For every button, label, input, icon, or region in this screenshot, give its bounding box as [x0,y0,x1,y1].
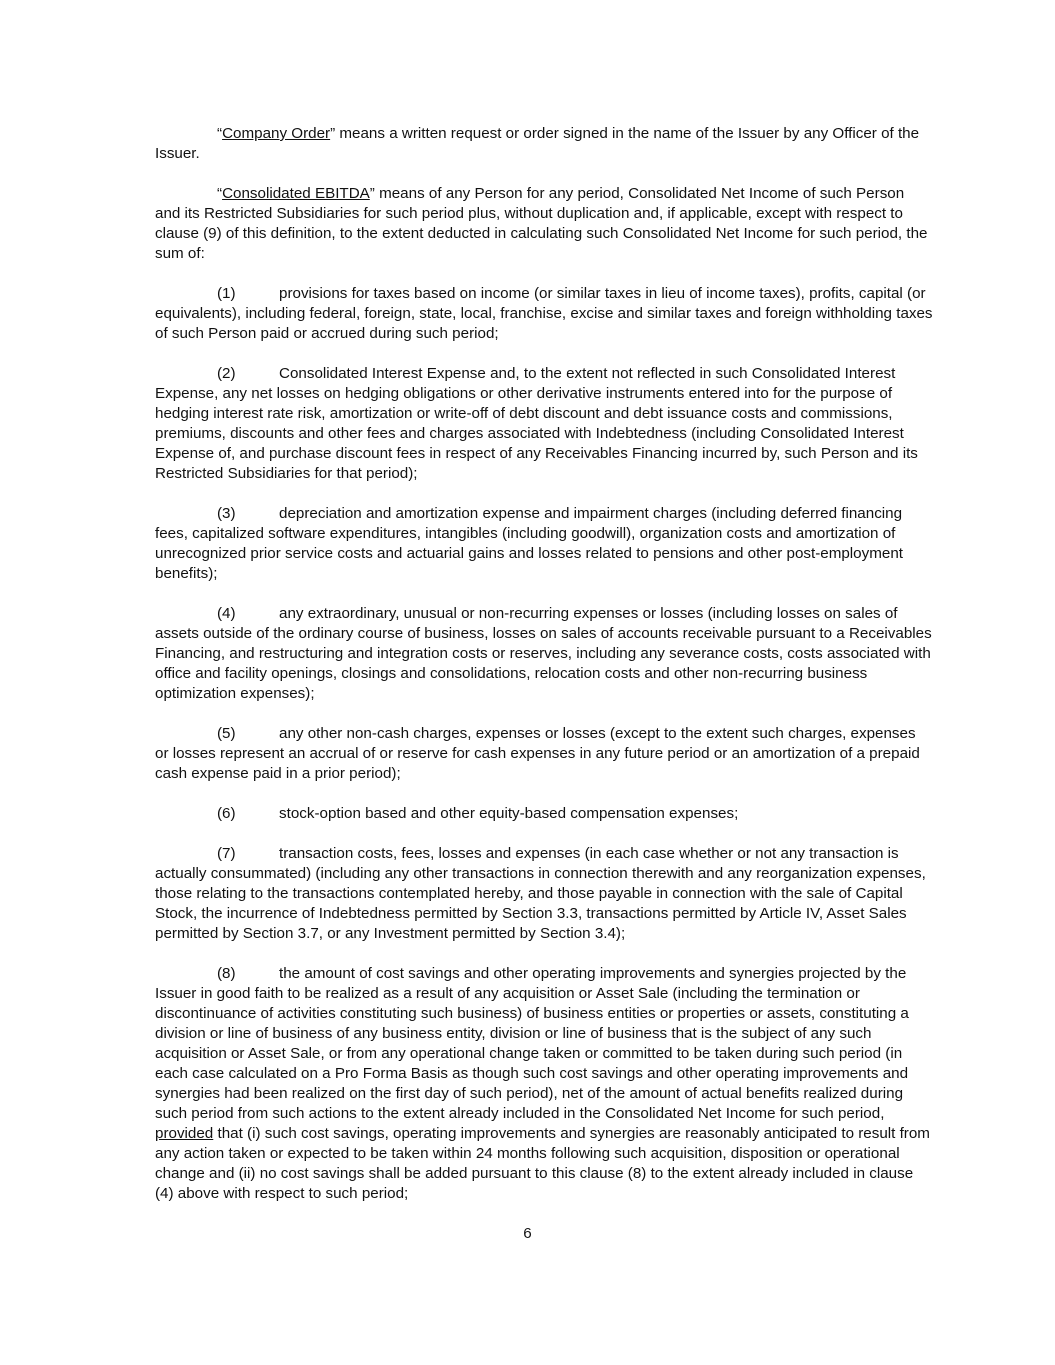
clause-number: (8) [217,965,236,982]
clause-text: the amount of cost savings and other operating improvements and synergies projected by the Issuer in good faith to be realized as a result of any acquisition or Asset Sale (including the termination or discontinuance of activities constituting such business) of business entities or properties or assets, constituting a division or line of business of any business entity, division or line of business that is the subject of any such acquisition or Asset Sale, or from any operational change taken or committed to be taken during such period (in each case calculated on a Pro Forma Basis as though such cost savings and other operating improvements and synergies had been realized on the first day of such period), net of the amount of actual benefits realized during such period from such actions to the extent already included in the Consolidated Net Income for such period, [155,965,909,1122]
defined-term-company-order: Company Order [222,125,331,142]
clause-number: (6) [217,805,236,822]
definition-text: ” means of any Person for any period, Consolidated Net Income of such Person and its Restricted Subsidiaries for such period plus, without duplication and, if applicable, except with respect to clause (9) of this definition, to the extent deducted in calculating such Consolidated Net Income for such period, the sum of: [155,185,928,262]
clause-number: (1) [217,285,236,302]
clause-text: transaction costs, fees, losses and expenses (in each case whether or not any transaction is actually consummated) (including any other transactions in connection therewith and any reorganization expenses, those relating to the transactions contemplated hereby, and those payable in connection with the sale of Capital Stock, the incurrence of Indebtedness permitted by Section 3.3, transactions permitted by Article IV, Asset Sales permitted by Section 3.7, or any Investment permitted by Section 3.4); [155,845,926,942]
clause-text-continued: that (i) such cost savings, operating improvements and synergies are reasonably anticipated to result from any action taken or expected to be taken within 24 months following such acquisition, disposition or operational change and (ii) no cost savings shall be added pursuant to this clause (8) to the extent already included in clause (4) above with respect to such period; [155,1125,930,1202]
clause-text: provisions for taxes based on income (or similar taxes in lieu of income taxes), profits, capital (or equivalents), including federal, foreign, state, local, franchise, excise and similar taxes and foreign withholding taxes of such Person paid or accrued during such period; [155,285,933,342]
clause-text: any other non-cash charges, expenses or losses (except to the extent such charges, expenses or losses represent an accrual of or reserve for cash expenses in any future period or an amortization of a prepaid cash expense paid in a prior period); [155,725,920,782]
clause-number: (4) [217,605,236,622]
proviso-term: provided [155,1125,214,1142]
clause-3 [155,504,933,584]
definition-text: ” means a written request or order signed in the name of the Issuer by any Officer of the Issuer. [155,125,920,162]
clause-number: (7) [217,845,236,862]
clause-number: (3) [217,505,236,522]
definition-consolidated-ebitda [155,184,933,264]
clause-text: Consolidated Interest Expense and, to the extent not reflected in such Consolidated Interest Expense, any net losses on hedging obligations or other derivative instruments entered into for the purpose of hedging interest rate risk, amortization or write-off of debt discount and debt issuance costs and commissions, premiums, discounts and other fees and charges associated with Indebtedness (including Consolidated Interest Expense of, and purchase discount fees in respect of any Receivables Financing incurred by, such Person and its Restricted Subsidiaries for that period); [155,365,918,482]
clause-2 [155,364,933,484]
clause-5 [155,724,933,784]
open-quote: “ [217,125,223,142]
clause-text: stock-option based and other equity-based compensation expenses; [279,805,739,822]
clause-8 [155,964,933,1204]
defined-term-consolidated-ebitda: Consolidated EBITDA [222,185,370,202]
clause-text: any extraordinary, unusual or non-recurring expenses or losses (including losses on sales of assets outside of the ordinary course of business, losses on sales of accounts receivable pursuant to a Receivables Financing, and restructuring and integration costs or reserves, including any severance costs, costs associated with office and facility openings, closings and consolidations, relocation costs and other non-recurring business optimization expenses); [155,605,932,702]
clause-text: depreciation and amortization expense and impairment charges (including deferred financing fees, capitalized software expenditures, intangibles (including goodwill), organization costs and amortization of unrecognized prior service costs and actuarial gains and losses related to pensions and other post-employment benefits); [155,505,903,582]
clause-4 [155,604,933,704]
page-number: 6 [523,1225,532,1242]
document-body [155,124,933,1224]
clause-number: (5) [217,725,236,742]
open-quote: “ [217,185,223,202]
clause-6 [155,804,933,824]
clause-1 [155,284,933,344]
clause-number: (2) [217,365,236,382]
definition-company-order [155,124,933,164]
clause-7 [155,844,933,944]
